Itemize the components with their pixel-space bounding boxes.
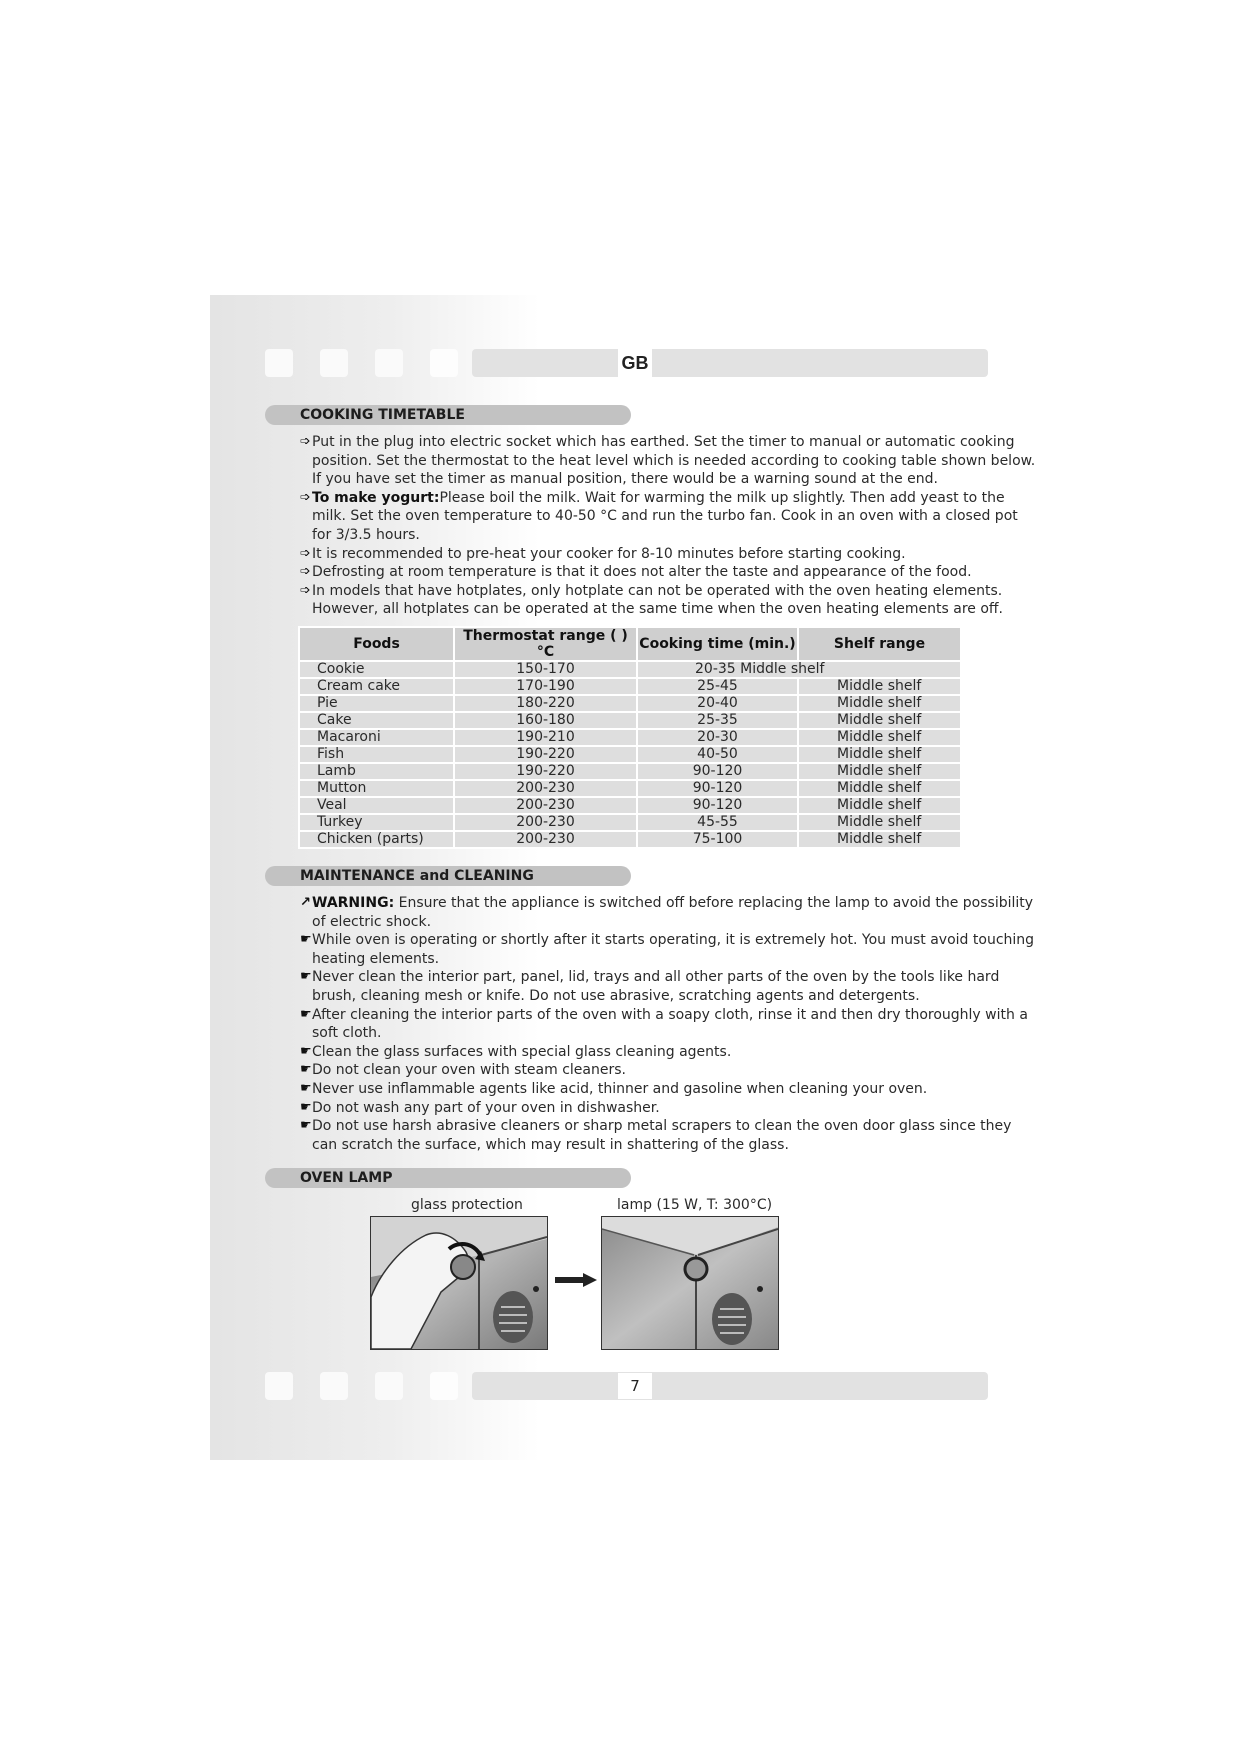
instruction-item: ➩ It is recommended to pre-heat your cooker for 8-10 minutes before starting cooking. <box>300 545 906 562</box>
cell-thermostat: 200-230 <box>454 831 637 848</box>
cell-food: Veal <box>299 797 454 814</box>
pointing-hand-icon: ☛ <box>300 1006 312 1022</box>
oven-lamp-illustration-before <box>370 1216 548 1350</box>
table-row <box>299 746 961 763</box>
yogurt-text: Please boil the milk. Wait for warming the milk up slightly. Then add yeast to the milk. Set the oven temperature to 40-50 °C and run the turbo fan. Cook in an oven with a closed pot for 3/3.5 hours. <box>312 489 1018 543</box>
pointing-hand-icon: ☛ <box>300 1080 312 1096</box>
table-row <box>299 763 961 780</box>
cell-cooking-time: 75-100 <box>637 831 798 848</box>
cell-thermostat: 200-230 <box>454 814 637 831</box>
instruction-item: ➩ In models that have hotplates, only hotplate can not be operated with the oven heating elements. However, all hotplates can be operated at the same time when the oven heating elements are off. <box>300 582 1003 618</box>
list-item: ☛ Never use inflammable agents like acid, thinner and gasoline when cleaning your oven. <box>300 1080 928 1097</box>
list-item: ☛ Never clean the interior part, panel, lid, trays and all other parts of the oven by the tools like hard brush, cleaning mesh or knife. Do not use abrasive, scratching agents and detergents. <box>300 969 1000 1004</box>
instruction-item <box>300 489 1040 545</box>
table-row <box>299 678 961 695</box>
cell-cooking-time: 40-50 <box>637 746 798 763</box>
footer-bar <box>472 1372 988 1400</box>
cell-cooking-time: 90-120 <box>637 780 798 797</box>
cell-shelf: Middle shelf <box>798 814 961 831</box>
cell-thermostat: 170-190 <box>454 678 637 695</box>
cell-cooking-time: 20-35 Middle shelf <box>637 661 961 678</box>
header-square <box>265 349 293 377</box>
warning-bolt-icon: ↗ <box>300 895 311 910</box>
warning-item <box>300 894 1040 931</box>
header-square <box>375 349 403 377</box>
table-row <box>299 661 961 678</box>
caption-glass-protection: glass protection <box>411 1197 523 1213</box>
table-header-row <box>299 627 961 661</box>
cell-food: Chicken (parts) <box>299 831 454 848</box>
column-header-cooking-time: Cooking time (min.) <box>637 627 798 661</box>
column-header-thermostat: Thermostat range ( )°C <box>454 627 637 661</box>
cell-cooking-time: 25-35 <box>637 712 798 729</box>
table-row <box>299 712 961 729</box>
header-bar <box>472 349 988 377</box>
section-title-cooking-timetable: COOKING TIMETABLE <box>265 405 631 425</box>
list-item: ☛ While oven is operating or shortly after it starts operating, it is extremely hot. You must avoid touching heating elements. <box>300 932 1035 967</box>
cell-cooking-time: 25-45 <box>637 678 798 695</box>
cell-shelf: Middle shelf <box>798 695 961 712</box>
yogurt-label: To make yogurt: <box>312 489 440 506</box>
cell-food: Cream cake <box>299 678 454 695</box>
footer-square <box>430 1372 458 1400</box>
pointing-hand-icon: ☛ <box>300 932 312 948</box>
footer-square <box>320 1372 348 1400</box>
language-label: GB <box>618 348 652 378</box>
pointing-hand-icon: ☛ <box>300 1099 312 1115</box>
warning-text: Ensure that the appliance is switched off before replacing the lamp to avoid the possibility of electric shock. <box>312 895 1034 930</box>
list-item: ☛ Do not use harsh abrasive cleaners or sharp metal scrapers to clean the oven door glass since they can scratch the surface, which may result in shattering of the glass. <box>300 1118 1012 1153</box>
cell-cooking-time: 90-120 <box>637 763 798 780</box>
cooking-instructions <box>300 433 1040 619</box>
arrow-bullet-icon: ➩ <box>300 564 311 580</box>
cell-cooking-time: 45-55 <box>637 814 798 831</box>
section-title-oven-lamp: OVEN LAMP <box>265 1168 631 1188</box>
arrow-bullet-icon: ➩ <box>300 582 311 598</box>
cell-shelf: Middle shelf <box>798 797 961 814</box>
arrow-bullet-icon: ➩ <box>300 545 311 561</box>
cell-cooking-time: 20-30 <box>637 729 798 746</box>
table-row <box>299 780 961 797</box>
cell-thermostat: 200-230 <box>454 780 637 797</box>
cell-shelf: Middle shelf <box>798 831 961 848</box>
cell-shelf: Middle shelf <box>798 712 961 729</box>
pointing-hand-icon: ☛ <box>300 1118 312 1134</box>
cell-thermostat: 190-220 <box>454 763 637 780</box>
arrow-bullet-icon: ➩ <box>300 489 311 505</box>
pointing-hand-icon: ☛ <box>300 1043 312 1059</box>
cell-thermostat: 190-210 <box>454 729 637 746</box>
cell-thermostat: 190-220 <box>454 746 637 763</box>
cell-food: Fish <box>299 746 454 763</box>
cell-shelf: Middle shelf <box>798 678 961 695</box>
cell-food: Lamb <box>299 763 454 780</box>
right-arrow-icon <box>555 1273 597 1287</box>
cell-shelf: Middle shelf <box>798 763 961 780</box>
list-item: ☛ After cleaning the interior parts of the oven with a soapy cloth, rinse it and then dry thoroughly with a soft cloth. <box>300 1006 1028 1042</box>
maintenance-list <box>300 894 1040 1154</box>
warning-label: WARNING: <box>312 895 395 911</box>
cell-cooking-time: 20-40 <box>637 695 798 712</box>
cell-food: Cookie <box>299 661 454 678</box>
header-square <box>430 349 458 377</box>
cell-food: Mutton <box>299 780 454 797</box>
section-title-maintenance: MAINTENANCE and CLEANING <box>265 866 631 886</box>
oven-lamp-illustration-after <box>601 1216 779 1350</box>
table-row <box>299 831 961 848</box>
column-header-shelf: Shelf range <box>798 627 961 661</box>
cell-thermostat: 160-180 <box>454 712 637 729</box>
table-row <box>299 729 961 746</box>
pointing-hand-icon: ☛ <box>300 969 312 985</box>
table-row <box>299 797 961 814</box>
page-number: 7 <box>618 1373 652 1399</box>
cell-thermostat: 180-220 <box>454 695 637 712</box>
cell-food: Macaroni <box>299 729 454 746</box>
cell-thermostat: 200-230 <box>454 797 637 814</box>
cell-food: Pie <box>299 695 454 712</box>
table-row <box>299 814 961 831</box>
cell-cooking-time: 90-120 <box>637 797 798 814</box>
list-item: ☛ Do not clean your oven with steam cleaners. <box>300 1062 626 1079</box>
column-header-foods: Foods <box>299 627 454 661</box>
list-item: ☛ Clean the glass surfaces with special glass cleaning agents. <box>300 1043 732 1060</box>
pointing-hand-icon: ☛ <box>300 1062 312 1078</box>
footer-square <box>375 1372 403 1400</box>
cell-food: Turkey <box>299 814 454 831</box>
cell-food: Cake <box>299 712 454 729</box>
header-square <box>320 349 348 377</box>
table-row <box>299 695 961 712</box>
cell-shelf: Middle shelf <box>798 746 961 763</box>
caption-lamp: lamp (15 W, T: 300°C) <box>617 1197 773 1213</box>
cell-shelf: Middle shelf <box>798 780 961 797</box>
arrow-bullet-icon: ➩ <box>300 434 311 449</box>
cell-thermostat: 150-170 <box>454 661 637 678</box>
instruction-item: ➩ Put in the plug into electric socket which has earthed. Set the timer to manual or automatic cooking position. Set the thermostat to the heat level which is needed according to cooking table shown below. If you have set the timer as manual position, there would be a warning sound at the end. <box>300 434 1036 488</box>
footer-square <box>265 1372 293 1400</box>
cooking-table <box>298 626 962 849</box>
list-item: ☛ Do not wash any part of your oven in dishwasher. <box>300 1099 660 1116</box>
instruction-item: ➩ Defrosting at room temperature is that it does not alter the taste and appearance of the food. <box>300 564 972 581</box>
cell-shelf: Middle shelf <box>798 729 961 746</box>
